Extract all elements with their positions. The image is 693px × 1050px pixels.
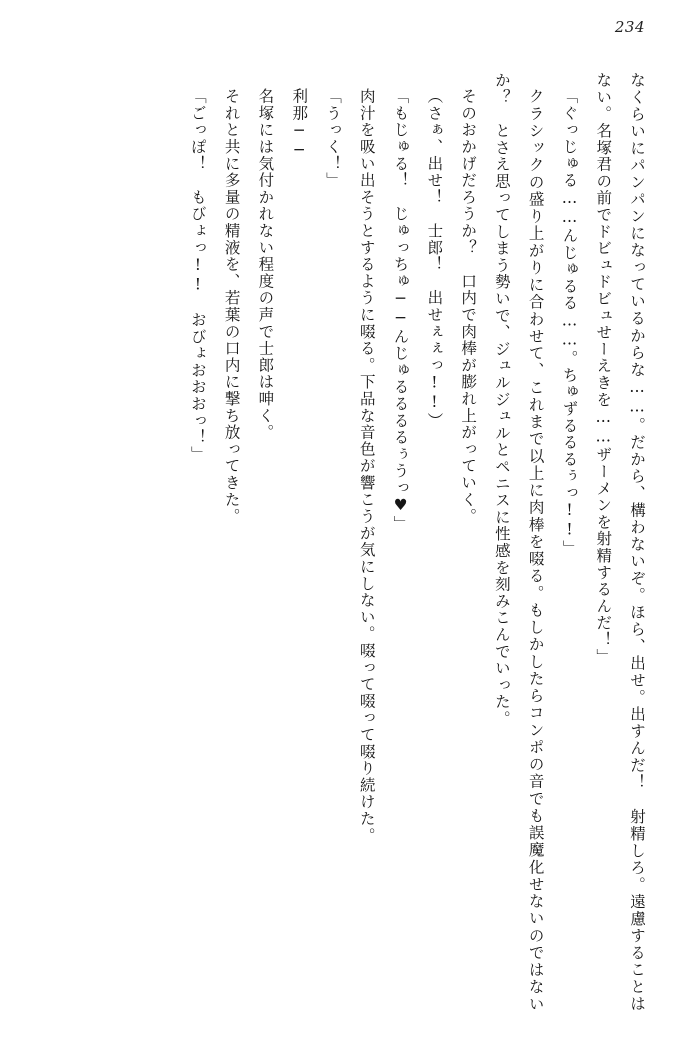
paragraph: 利那── (290, 87, 309, 160)
paragraph: 名塚には気付かれない程度の声で士郎は呻く。 (256, 87, 275, 441)
paragraph: そのおかげだろうか？ 口内で肉棒が膨れ上がっていく。 (459, 87, 478, 525)
paragraph: それと共に多量の精液を、若葉の口内に撃ち放ってきた。 (222, 87, 241, 525)
paragraph: 「もじゅる！ じゅっちゅ──んじゅるるるるぅうっ♥」 (391, 87, 410, 532)
paragraph: クラシックの盛り上がりに合わせて、これまで以上に肉棒を啜る。もしかしたらコンポの音でも誤魔化せないのではないか？ とさえ思ってしまう勢いで、ジュルジュルとペニスに性感を刻みこんでいった。 (492, 72, 545, 1012)
paragraph: 「ぐっじゅる……んじゅるる……。ちゅずるるるぅっ!!」 (560, 87, 579, 557)
paragraph: 「うっく！」 (323, 87, 342, 189)
page-number: 234 (614, 18, 645, 36)
page-body-text (40, 72, 653, 1012)
paragraph: （さぁ、出せ！ 士郎！ 出せぇぇっ!!） (425, 87, 444, 429)
paragraph: なくらいにパンパンになっているからな……。だから、構わないぞ。ほら、出せ。出すんだ！ 射精しろ。遠慮することはない。名塚君の前でドビュドビュせーえきを……ザーメンを射精するんだ！」 (594, 72, 646, 1012)
paragraph: 「ごっぽ！ もびょっ!! おびょおおおっ！」 (188, 87, 207, 463)
paragraph: 肉汁を吸い出そうとするように啜る。下品な音色が響こうが気にしない。啜って啜って啜り続けた。 (357, 87, 376, 844)
